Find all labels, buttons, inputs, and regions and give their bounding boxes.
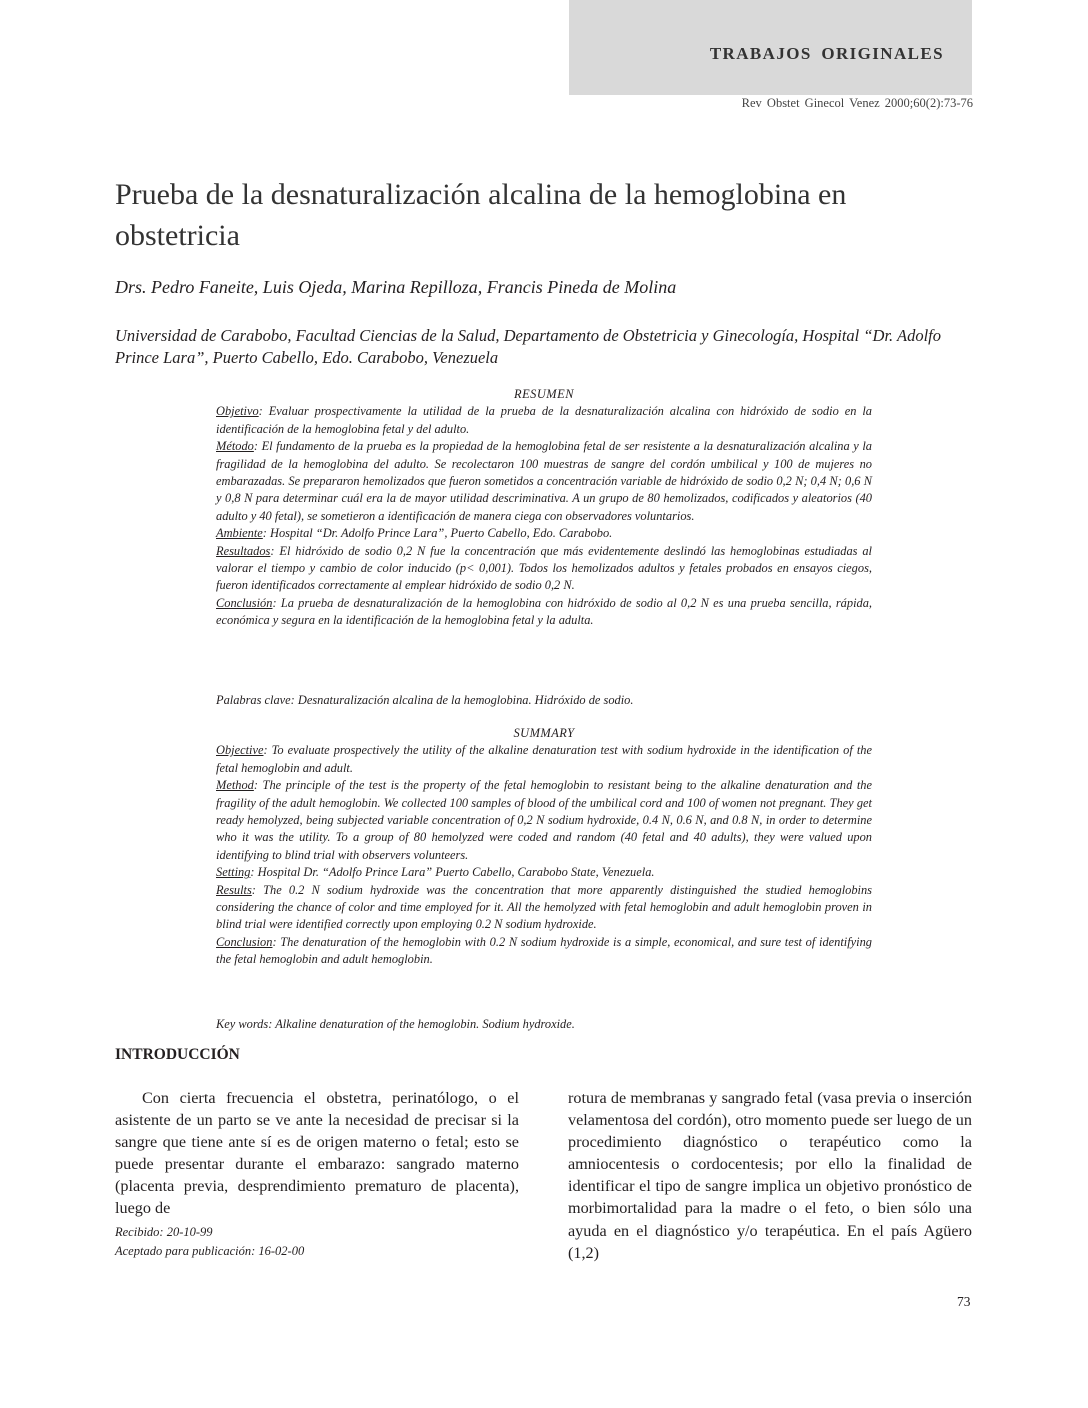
objective-label: Objective xyxy=(216,743,264,758)
summary-results xyxy=(216,882,872,934)
resumen-heading: RESUMEN xyxy=(514,387,574,401)
intro-paragraph-left: Con cierta frecuencia el obstetra, perinatólogo, o el asistente de un parto se ve ante la necesidad de precisar si la sangre que tiene ante sí es de origen materno o fetal; esto se puede presentar durante el embarazo: sangrado materno (placenta previa, desprendimiento prematuro de placenta), luego de xyxy=(115,1089,519,1218)
intro-column-left xyxy=(115,1087,519,1220)
results-text: : The 0.2 N sodium hydroxide was the concentration that more apparently distinguished the studied hemoglobins considering the chance of color and time employed for it. All the hemolyzed with fetal hemoglobin and adult hemoglobin proven in blind trial were identified correctly upon employing 0.2 N sodium hydroxide. xyxy=(216,882,872,932)
received-date: Recibido: 20-10-99 xyxy=(115,1225,213,1239)
submission-dates xyxy=(115,1223,304,1261)
ambiente-text: : Hospital “Dr. Adolfo Prince Lara”, Puerto Cabello, Edo. Carabobo. xyxy=(262,526,613,541)
resultados-label: Resultados xyxy=(216,543,271,558)
intro-column-right xyxy=(568,1087,972,1264)
setting-text: : Hospital Dr. “Adolfo Prince Lara” Puerto Cabello, Carabobo State, Venezuela. xyxy=(250,865,655,880)
section-header-band xyxy=(569,0,972,95)
resumen-resultados xyxy=(216,543,872,595)
method-label: Method xyxy=(216,778,254,793)
metodo-label: Método xyxy=(216,439,254,454)
key-words: Key words: Alkaline denaturation of the hemoglobin. Sodium hydroxide. xyxy=(216,1017,575,1031)
resultados-text: : El hidróxido de sodio 0,2 N fue la concentración que más evidentemente deslindó las hemoglobinas estudiadas al valorar el tiempo y cambio de color inducido (p< 0,001). Todos los hemolizados adultos y fetales probados en ensayos ciegos, fueron identificados correctamente al emplear hidróxido de sodio 0,2 N. xyxy=(216,543,872,593)
objetivo-label: Objetivo xyxy=(216,404,259,419)
ambiente-label: Ambiente xyxy=(216,526,263,541)
summary-objective xyxy=(216,742,872,777)
setting-label: Setting xyxy=(216,865,251,880)
summary-heading: SUMMARY xyxy=(513,726,575,740)
resumen-conclusion xyxy=(216,595,872,630)
objetivo-text: : Evaluar prospectivamente la utilidad de la prueba de la desnaturalización alcalina con hidróxido de sodio en la identificación de la hemoglobina fetal y del adulto. xyxy=(216,404,872,436)
conclusion-es-text: : La prueba de desnaturalización de la hemoglobina con hidróxido de sodio al 0,2 N es una prueba sencilla, rápida, económica y segura en la identificación de la hemoglobina fetal y la adulta. xyxy=(216,595,872,628)
objective-text: : To evaluate prospectively the utility of the alkaline denaturation test with sodium hydroxide in the identification of the fetal hemoglobin and adult. xyxy=(216,743,872,775)
resumen-ambiente xyxy=(216,525,872,542)
method-text: : The principle of the test is the property of the fetal hemoglobin to resistant being to the alkaline denaturation and the fragility of the adult hemoglobin. We collected 100 samples of blood of the umbilical cord and 100 of women not pregnant. They get ready hemolyzed, being subjected variable concentration of 0,2 N sodium hydroxide, 0.4 N, 0.6 N, and 0.8 N, in order to determine who it was the utility. To a group of 80 hemolyzed were coded and random (40 fetal and 40 adults), they were valued upon identifying to blind trial with observers volunteers. xyxy=(216,778,872,862)
article-authors: Drs. Pedro Faneite, Luis Ojeda, Marina Repilloza, Francis Pineda de Molina xyxy=(115,277,677,297)
intro-paragraph-right: rotura de membranas y sangrado fetal (vasa previa o inserción velamentosa del cordón), otro momento puede ser luego de un procedimiento diagnóstico o terapéutico como la amniocentesis o cordocentesis; por ello la finalidad de identificar el tipo de sangre implica un objetivo pronóstico de morbimortalidad para la madre o el feto, o bien sólo una ayuda en el diagnóstico y/o terapéutica. En el país Agüero (1,2) xyxy=(568,1089,972,1262)
resumen-objetivo xyxy=(216,403,872,438)
introduccion-heading: INTRODUCCIÓN xyxy=(115,1046,240,1063)
conclusion-es-label: Conclusión xyxy=(216,595,273,610)
article-affiliation: Universidad de Carabobo, Facultad Ciencias de la Salud, Departamento de Obstetricia y Ginecología, Hospital “Dr. Adolfo Prince Lara”, Puerto Cabello, Edo. Carabobo, Venezuela xyxy=(115,326,941,367)
summary-block xyxy=(216,725,872,969)
page-number: 73 xyxy=(957,1294,971,1309)
summary-setting xyxy=(216,864,872,881)
conclusion-en-text: : The denaturation of the hemoglobin with 0.2 N sodium hydroxide is a simple, economical, and sure test of identifying the fetal hemoglobin and adult hemoglobin. xyxy=(216,934,872,967)
resumen-metodo xyxy=(216,438,872,525)
metodo-text: : El fundamento de la prueba es la propiedad de la hemoglobina fetal de ser resistente a la desnaturalización alcalina y la fragilidad de la hemoglobina del adulto. Se recolectaron 100 muestras de sangre del cordón umbilical y 100 de mujeres no embarazadas. Se prepararon hemolizados que fueron sometidos a concentración variable de hidróxido de sodio 0,2 N; 0,4 N; 0,6 N y 0,8 N para determinar cuál era la de mayor utilidad descriminativa. A un grupo de 80 hemolizados, codificados y aleatorios (40 adulto y 40 fetal), se sometieron a identificación de manera ciega con observadores voluntarios. xyxy=(216,439,872,523)
article-title: Prueba de la desnaturalización alcalina de la hemoglobina en obstetricia xyxy=(115,178,847,252)
summary-conclusion xyxy=(216,934,872,969)
conclusion-en-label: Conclusion xyxy=(216,934,273,949)
journal-citation: Rev Obstet Ginecol Venez 2000;60(2):73-76 xyxy=(741,96,973,110)
palabras-clave: Palabras clave: Desnaturalización alcalina de la hemoglobina. Hidróxido de sodio. xyxy=(216,693,634,707)
accepted-date: Aceptado para publicación: 16-02-00 xyxy=(115,1244,305,1258)
results-label: Results xyxy=(216,882,252,897)
section-label: TRABAJOS ORIGINALES xyxy=(709,44,944,63)
resumen-block xyxy=(216,386,872,630)
summary-method xyxy=(216,777,872,864)
